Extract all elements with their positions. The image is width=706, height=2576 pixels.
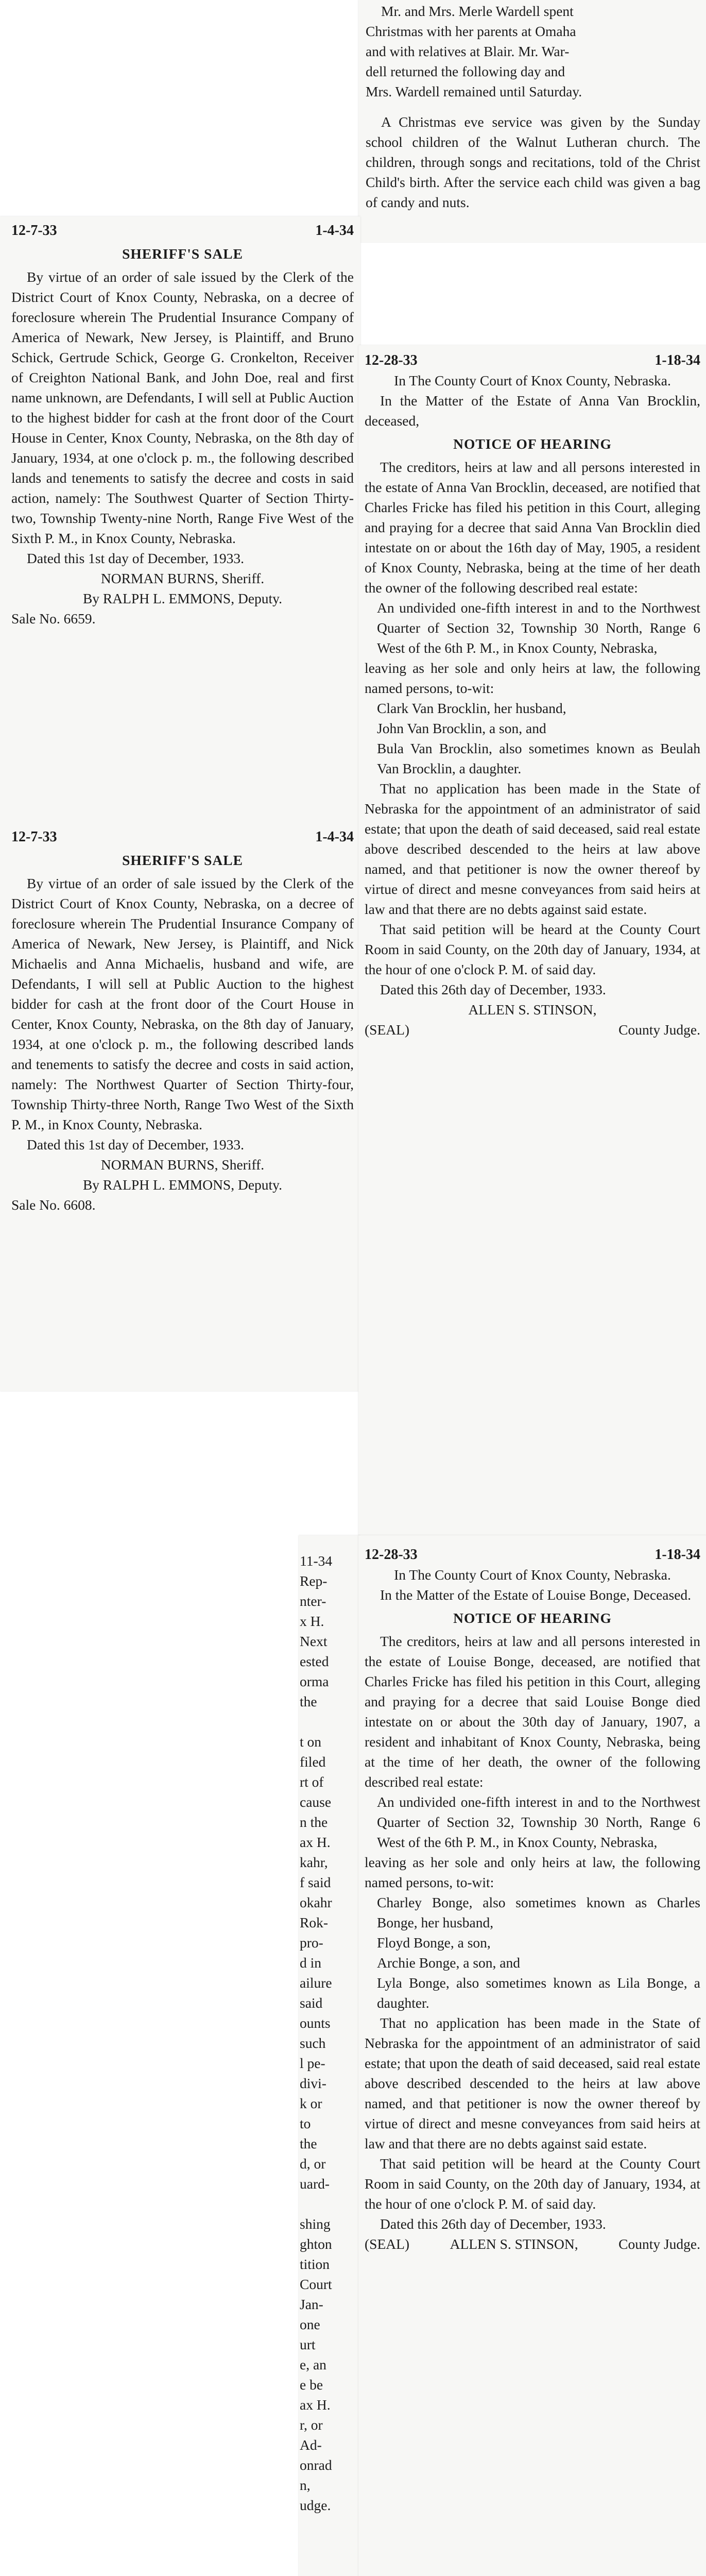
fragment-line: such <box>300 2035 326 2051</box>
notice-paragraph-2: That no application has been made in the State of Nebraska for the appointment of an administrator of said estate; that upon the death of said deceased, said real estate above described descended to the heirs at law above named, and that petitioner is now the owner thereof by virtue of direct and mesne conveyances from said heirs at law and that there are no debts against said estate. <box>365 2015 700 2151</box>
fragment-line: to <box>300 2115 311 2131</box>
sheriff-name: NORMAN BURNS, Sheriff. <box>100 1157 265 1173</box>
fragment-line: n, <box>300 2477 311 2493</box>
cut-fragment-text <box>300 1551 360 2515</box>
fragment-line: ailure <box>300 1975 332 1991</box>
christmas-paragraph: A Christmas eve service was given by the Sunday school children of the Walnut Lutheran church. The children, through songs and recitations, told of the Christ Child's birth. After the service each child was given a bag of candy and nuts. <box>366 114 700 210</box>
fragment-line: l pe- <box>300 2055 325 2071</box>
top-line: Mr. and Mrs. Merle Wardell spent <box>381 3 574 19</box>
signature-row <box>365 1020 700 1040</box>
fragment-line: x H. <box>300 1613 324 1629</box>
fragment-line: pro- <box>300 1935 323 1951</box>
sale-title: SHERIFF'S SALE <box>122 852 243 868</box>
date-left: 12-28-33 <box>365 1547 418 1563</box>
notice-paragraph-3: That said petition will be heard at the County Court Room in said County, on the 20th day of January, 1934, at the hour of one o'clock P. M. of said day. <box>365 921 700 977</box>
fragment-line: d in <box>300 1955 322 1971</box>
deputy-name: By RALPH L. EMMONS, Deputy. <box>82 590 283 606</box>
right-clipping-2 <box>358 1535 706 2576</box>
fragment-line <box>300 1711 360 1732</box>
seal-label: (SEAL) <box>365 2236 410 2252</box>
fragment-line: shing <box>300 2216 331 2232</box>
date-right: 1-18-34 <box>655 1547 700 1563</box>
fragment-line: Rok- <box>300 1914 328 1930</box>
fragment-line: udge. <box>300 2497 331 2513</box>
notice-hearing-1 <box>365 350 700 1040</box>
estate-description: An undivided one-fifth interest in and to the Northwest Quarter of Section 32, Township 30 North, Range 6 West of the 6th P. M., in Knox County, Nebraska, <box>377 600 700 656</box>
sale-number: Sale No. 6659. <box>11 611 96 626</box>
fragment-line: k or <box>300 2095 322 2111</box>
fragment-line: the <box>300 1693 317 1709</box>
notice-hearing-2 <box>365 1545 700 2254</box>
fragment-line: Next <box>300 1633 328 1649</box>
notice-paragraph-1: The creditors, heirs at law and all persons interested in the estate of Anna Van Brocklin, deceased, are notified that Charles Fricke has filed his petition in this Court, alleging and praying for a decree that said Anna Van Brocklin died intestate on or about the 16th day of May, 1905, a resident of Knox County, Nebraska, being at the time of her death the owner of the following described real estate: <box>365 459 700 596</box>
notice-dated: Dated this 26th day of December, 1933. <box>380 981 606 997</box>
heir-item: Floyd Bonge, a son, <box>377 1935 491 1951</box>
fragment-line: e, an <box>300 2357 326 2372</box>
top-line: dell returned the following day and <box>366 63 565 79</box>
sheriff-sale-2 <box>11 827 354 1215</box>
sale-body: By virtue of an order of sale issued by the Clerk of the District Court of Knox County, Nebraska, on a decree of foreclosure wherein The Prudential Insurance Company of America of Newark, New Jersey, is Plaintiff, and Bruno Schick, Gertrude Schick, George G. Cronkelton, Receiver of Creighton National Bank, and John Doe, real and first name unknown, are Defendants, I will sell at Public Auction to the highest bidder for cash at the front door of the Court House in Center, Knox County, Nebraska, on the 8th day of January, 1934, at one o'clock p. m., the following described lands and tenements to satisfy the decree and costs in said action, namely: The Southwest Quarter of Section Thirty-two, Township Twenty-nine North, Range Five West of the Sixth P. M., in Knox County, Nebraska. <box>11 269 354 546</box>
sale-header <box>11 221 354 241</box>
sale-dated: Dated this 1st day of December, 1933. <box>27 1137 244 1153</box>
top-clipping <box>358 0 706 242</box>
fragment-line: cause <box>300 1794 332 1810</box>
sale-header <box>11 827 354 847</box>
fragment-line: one <box>300 2316 320 2332</box>
fragment-line: ax H. <box>300 2397 331 2413</box>
judge-name: ALLEN S. STINSON, <box>468 1002 597 1018</box>
heir-item: Clark Van Brocklin, her husband, <box>377 700 566 716</box>
fragment-line: nter- <box>300 1593 326 1609</box>
sheriff-name: NORMAN BURNS, Sheriff. <box>100 570 265 586</box>
sale-body: By virtue of an order of sale issued by the Clerk of the District Court of Knox County, Nebraska, on a decree of foreclosure wherein The Prudential Insurance Company of America of Newark, New Jersey, is Plaintiff, and Nick Michaelis and Anna Michaelis, husband and wife, are Defendants, I will sell at Public Auction to the highest bidder for cash at the front door of the Court House in Center, Knox County, Nebraska, on the 8th day of January, 1934, at one o'clock p. m., the following described lands and tenements to satisfy the decree and costs in said action, namely: The Northwest Quarter of Section Thirty-four, Township Thirty-three North, Range Two West of the Sixth P. M., in Knox County, Nebraska. <box>11 875 354 1132</box>
fragment-line: filed <box>300 1754 326 1770</box>
notice-header <box>365 1545 700 1565</box>
fragment-line: uard- <box>300 2176 330 2192</box>
heir-item: Charley Bonge, also sometimes known as Charles Bonge, her husband, <box>377 1894 700 1930</box>
court-name: In The County Court of Knox County, Nebraska. <box>394 1567 671 1583</box>
judge-title: County Judge. <box>618 1022 700 1038</box>
fragment-line: t on <box>300 1734 322 1750</box>
fragment-line: kahr, <box>300 1854 328 1870</box>
sale-number: Sale No. 6608. <box>11 1197 96 1213</box>
fragment-line: the <box>300 2136 317 2151</box>
fragment-line: f said <box>300 1874 331 1890</box>
notice-header <box>365 350 700 370</box>
date-left: 12-7-33 <box>11 223 57 239</box>
sale-title: SHERIFF'S SALE <box>122 246 243 262</box>
matter-line: In the Matter of the Estate of Louise Bonge, Deceased. <box>380 1587 692 1603</box>
fragment-line: Ad- <box>300 2437 322 2453</box>
fragment-line: n the <box>300 1814 328 1830</box>
fragment-line: e be <box>300 2377 323 2393</box>
court-name: In The County Court of Knox County, Nebraska. <box>394 372 671 388</box>
fragment-line: ghton <box>300 2236 332 2252</box>
deputy-name: By RALPH L. EMMONS, Deputy. <box>82 1177 283 1193</box>
fragment-line: onrad <box>300 2457 332 2473</box>
fragment-line: urt <box>300 2336 316 2352</box>
heirs-intro: leaving as her sole and only heirs at law, the following named persons, to-wit: <box>365 1854 700 1890</box>
top-notice <box>366 1 700 212</box>
date-left: 12-28-33 <box>365 352 418 368</box>
fragment-line: okahr <box>300 1894 332 1910</box>
fragment-line: d, or <box>300 2156 326 2172</box>
date-right: 1-4-34 <box>315 223 354 239</box>
seal-label: (SEAL) <box>365 1022 410 1038</box>
fragment-line: Jan- <box>300 2296 323 2312</box>
fragment-line: ax H. <box>300 1834 331 1850</box>
notice-dated: Dated this 26th day of December, 1933. <box>380 2216 606 2232</box>
fragment-line: 11-34 <box>300 1553 333 1569</box>
fragment-line: orma <box>300 1673 329 1689</box>
heir-item: Archie Bonge, a son, and <box>377 1955 520 1971</box>
top-line: Christmas with her parents at Omaha <box>366 23 576 39</box>
notice-title: NOTICE OF HEARING <box>453 436 612 452</box>
date-right: 1-4-34 <box>315 829 354 845</box>
fragment-line: ested <box>300 1653 329 1669</box>
notice-paragraph-3: That said petition will be heard at the County Court Room in said County, on the 20th day of January, 1934, at the hour of one o'clock P. M. of said day. <box>365 2156 700 2212</box>
fragment-line: said <box>300 1995 323 2011</box>
heir-item: Lyla Bonge, also sometimes known as Lila Bonge, a daughter. <box>377 1975 700 2011</box>
matter-line: In the Matter of the Estate of Anna Van Brocklin, deceased, <box>365 393 700 429</box>
heir-item: John Van Brocklin, a son, and <box>377 720 546 736</box>
notice-paragraph-1: The creditors, heirs at law and all persons interested in the estate of Louise Bonge, deceased, are notified that Charles Fricke has filed his petition in this Court, alleging and praying for a decree that said Louise Bonge died intestate on or about the 30th day of January, 1907, a resident and inhabitant of Knox County, Nebraska, being at the time of her death, the owner of the following described real estate: <box>365 1633 700 1790</box>
notice-title: NOTICE OF HEARING <box>453 1610 612 1626</box>
date-right: 1-18-34 <box>655 352 700 368</box>
top-line: Mrs. Wardell remained until Saturday. <box>366 83 582 99</box>
date-left: 12-7-33 <box>11 829 57 845</box>
top-line: and with relatives at Blair. Mr. War- <box>366 43 570 59</box>
left-clipping <box>0 216 360 1391</box>
fragment-line: r, or <box>300 2417 323 2433</box>
sale-dated: Dated this 1st day of December, 1933. <box>27 550 244 566</box>
judge-name: ALLEN S. STINSON, <box>450 2236 578 2252</box>
estate-description: An undivided one-fifth interest in and to the Northwest Quarter of Section 32, Township 30 North, Range 6 West of the 6th P. M., in Knox County, Nebraska, <box>377 1794 700 1850</box>
fragment-line: ounts <box>300 2015 331 2031</box>
heirs-intro: leaving as her sole and only heirs at law, the following named persons, to-wit: <box>365 660 700 696</box>
fragment-line: tition <box>300 2256 330 2272</box>
fragment-line: Rep- <box>300 1573 328 1589</box>
signature-row <box>365 2234 700 2254</box>
fragment-line: Court <box>300 2276 332 2292</box>
notice-paragraph-2: That no application has been made in the State of Nebraska for the appointment of an administrator of said estate; that upon the death of said deceased, said real estate above described descended to the heirs at law above named, and that petitioner is now the owner thereof by virtue of direct and mesne conveyances from said heirs at law and that there are no debts against said estate. <box>365 781 700 917</box>
judge-title: County Judge. <box>618 2236 700 2252</box>
fragment-line: rt of <box>300 1774 324 1790</box>
fragment-line: divi- <box>300 2075 326 2091</box>
cut-clipping <box>299 1535 360 2576</box>
heir-item: Bula Van Brocklin, also sometimes known as Beulah Van Brocklin, a daughter. <box>377 740 700 776</box>
fragment-line <box>300 2194 360 2214</box>
right-clipping-1 <box>358 345 706 1546</box>
sheriff-sale-1 <box>11 221 354 629</box>
